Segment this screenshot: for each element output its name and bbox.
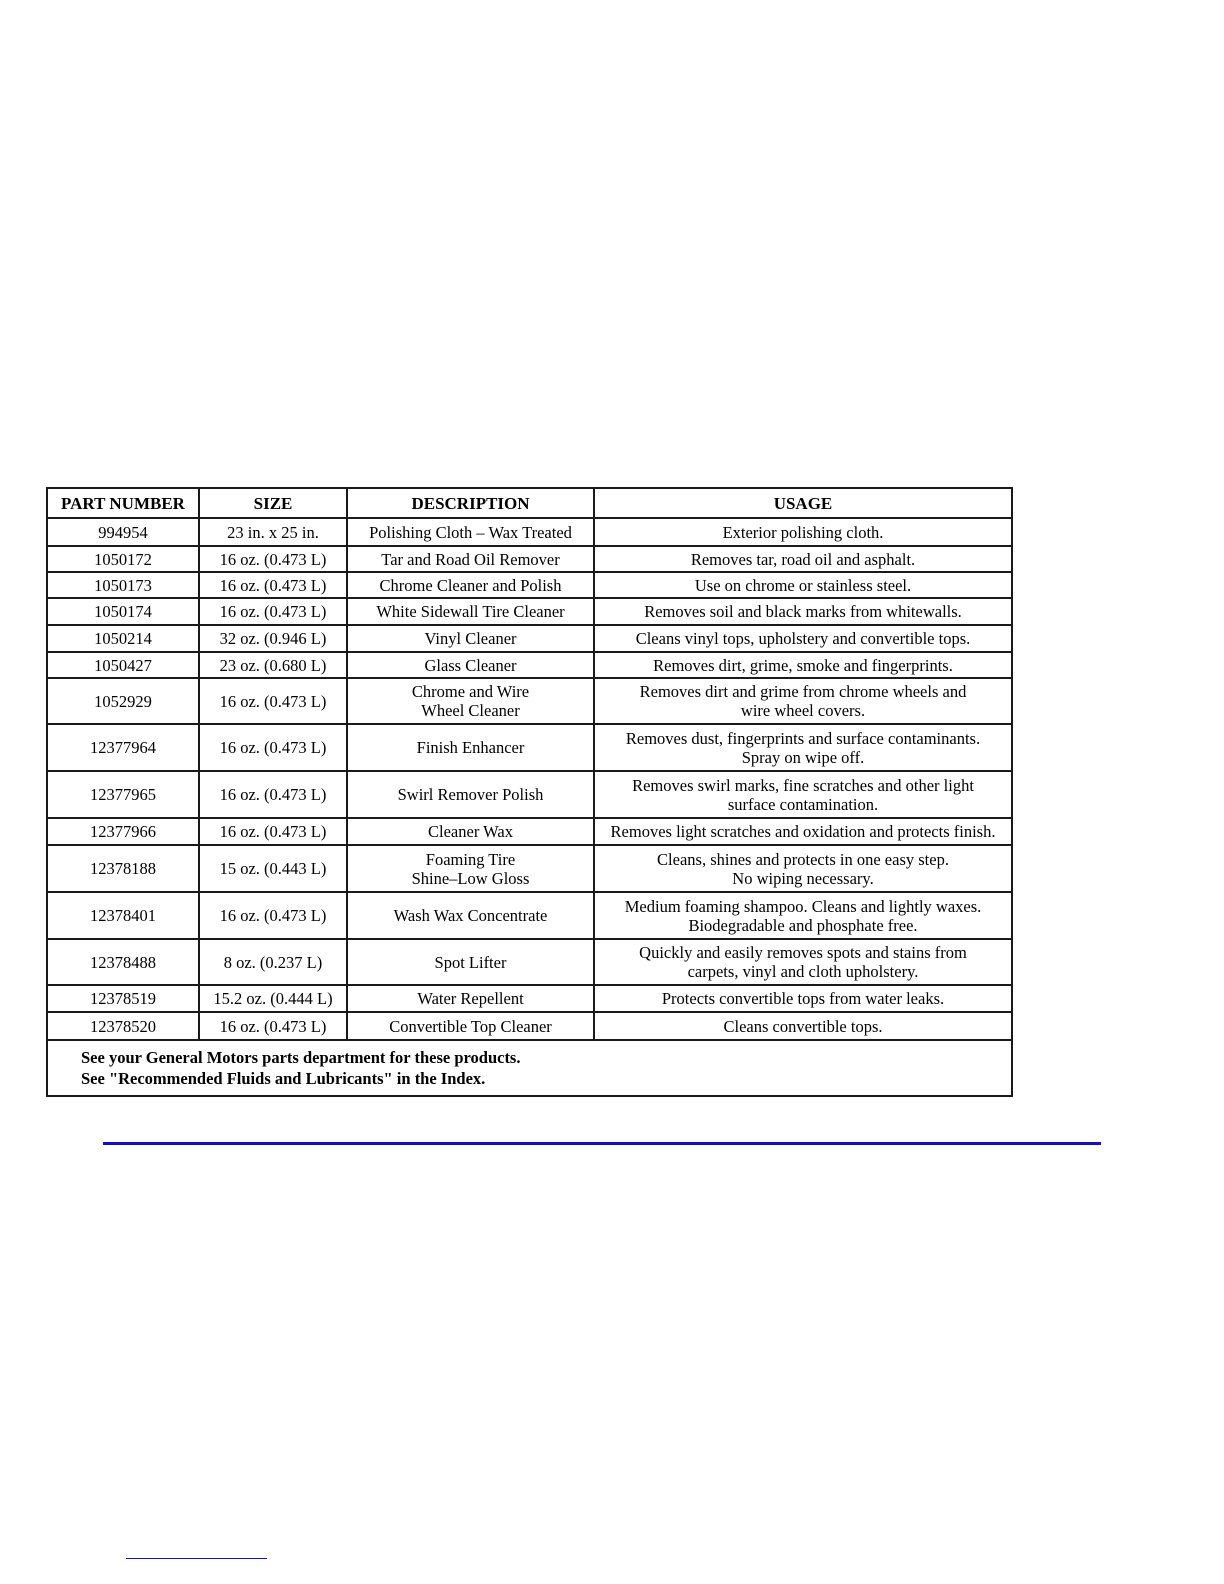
part-number-cell: 1052929 xyxy=(47,678,199,724)
description-cell xyxy=(347,1012,594,1040)
usage-cell-line: Removes dirt and grime from chrome wheels and xyxy=(639,682,967,701)
table-row xyxy=(47,678,1012,724)
usage-cell-line: Removes swirl marks, fine scratches and other light xyxy=(632,775,974,795)
header-description: DESCRIPTION xyxy=(347,488,594,518)
table-row xyxy=(47,625,1012,652)
usage-cell xyxy=(594,518,1012,546)
description-cell xyxy=(347,892,594,939)
table-row xyxy=(47,652,1012,678)
usage-cell-line: Medium foaming shampoo. Cleans and lightly waxes. xyxy=(624,896,982,916)
size-cell: 16 oz. (0.473 L) xyxy=(199,892,347,939)
description-cell xyxy=(347,771,594,818)
usage-cell-line: carpets, vinyl and cloth upholstery. xyxy=(687,962,919,981)
part-number-cell: 1050174 xyxy=(47,598,199,625)
header-usage: USAGE xyxy=(594,488,1012,518)
usage-cell-line: Removes tar, road oil and asphalt. xyxy=(690,549,916,569)
part-number-cell: 1050427 xyxy=(47,652,199,678)
table-row xyxy=(47,724,1012,771)
usage-cell xyxy=(594,771,1012,818)
size-cell: 15.2 oz. (0.444 L) xyxy=(199,985,347,1012)
description-cell xyxy=(347,652,594,678)
usage-cell-line: Use on chrome or stainless steel. xyxy=(694,575,912,595)
table-row xyxy=(47,985,1012,1012)
usage-cell xyxy=(594,546,1012,572)
size-cell: 16 oz. (0.473 L) xyxy=(199,598,347,625)
size-cell: 16 oz. (0.473 L) xyxy=(199,546,347,572)
notes-cell xyxy=(47,1040,1012,1096)
usage-cell-line: Removes dirt, grime, smoke and fingerprints. xyxy=(653,655,953,675)
usage-cell-line: Spray on wipe off. xyxy=(741,747,865,767)
usage-cell xyxy=(594,598,1012,625)
usage-cell-line: Quickly and easily removes spots and stains from xyxy=(639,943,967,962)
size-cell: 23 in. x 25 in. xyxy=(199,518,347,546)
size-cell: 16 oz. (0.473 L) xyxy=(199,1012,347,1040)
part-number-cell: 1050172 xyxy=(47,546,199,572)
description-cell-line: Spot Lifter xyxy=(434,952,507,972)
description-cell-line: Chrome Cleaner and Polish xyxy=(379,575,562,595)
usage-cell xyxy=(594,892,1012,939)
part-number-cell: 994954 xyxy=(47,518,199,546)
description-cell-line: Convertible Top Cleaner xyxy=(389,1016,552,1036)
part-number-cell: 1050214 xyxy=(47,625,199,652)
size-cell: 16 oz. (0.473 L) xyxy=(199,818,347,845)
part-number-cell: 1050173 xyxy=(47,572,199,598)
description-cell xyxy=(347,985,594,1012)
usage-cell xyxy=(594,939,1012,985)
size-cell: 16 oz. (0.473 L) xyxy=(199,572,347,598)
description-cell-line: Finish Enhancer xyxy=(416,738,525,757)
usage-cell-line: Cleans vinyl tops, upholstery and convertible tops. xyxy=(635,629,971,648)
size-cell: 23 oz. (0.680 L) xyxy=(199,652,347,678)
description-cell-line: Vinyl Cleaner xyxy=(424,629,517,648)
notes-row xyxy=(47,1040,1012,1096)
table-body xyxy=(47,518,1012,1040)
usage-cell-line: Exterior polishing cloth. xyxy=(722,522,884,542)
description-cell-line: Tar and Road Oil Remover xyxy=(381,549,560,569)
usage-cell-line: Biodegradable and phosphate free. xyxy=(688,915,918,935)
description-cell-line: Swirl Remover Polish xyxy=(397,785,544,804)
header-part-number: PART NUMBER xyxy=(47,488,199,518)
table-row xyxy=(47,771,1012,818)
description-cell xyxy=(347,845,594,892)
part-number-cell: 12377964 xyxy=(47,724,199,771)
part-number-cell: 12378188 xyxy=(47,845,199,892)
description-cell-line: White Sidewall Tire Cleaner xyxy=(376,602,565,621)
usage-cell xyxy=(594,1012,1012,1040)
description-cell xyxy=(347,546,594,572)
usage-cell-line: Removes light scratches and oxidation and protects finish. xyxy=(610,822,996,841)
usage-cell-line: Cleans convertible tops. xyxy=(723,1016,883,1036)
table-row xyxy=(47,845,1012,892)
description-cell xyxy=(347,518,594,546)
description-cell xyxy=(347,572,594,598)
usage-cell xyxy=(594,845,1012,892)
usage-cell xyxy=(594,652,1012,678)
description-cell-line: Cleaner Wax xyxy=(428,822,513,841)
size-cell: 16 oz. (0.473 L) xyxy=(199,724,347,771)
table-row xyxy=(47,892,1012,939)
description-cell-line: Foaming Tire xyxy=(425,849,516,869)
description-cell xyxy=(347,678,594,724)
size-cell: 16 oz. (0.473 L) xyxy=(199,771,347,818)
note-recommended-fluids: See "Recommended Fluids and Lubricants" in the Index. xyxy=(81,1069,486,1088)
table-row xyxy=(47,939,1012,985)
usage-cell xyxy=(594,625,1012,652)
table-row xyxy=(47,598,1012,625)
table-row xyxy=(47,818,1012,845)
usage-cell-line: Removes dust, fingerprints and surface contaminants. xyxy=(625,728,981,748)
usage-cell xyxy=(594,678,1012,724)
description-cell-line: Polishing Cloth – Wax Treated xyxy=(369,522,572,542)
table-row xyxy=(47,546,1012,572)
note-parts-department: See your General Motors parts department for these products. xyxy=(81,1048,521,1067)
description-cell-line: Water Repellent xyxy=(417,989,524,1008)
description-cell-line: Chrome and Wire xyxy=(411,682,530,701)
size-cell: 32 oz. (0.946 L) xyxy=(199,625,347,652)
table-row xyxy=(47,518,1012,546)
table-header-row xyxy=(47,488,1012,518)
description-cell-line: Glass Cleaner xyxy=(424,655,517,675)
description-cell xyxy=(347,625,594,652)
part-number-cell: 12378488 xyxy=(47,939,199,985)
part-number-cell: 12378401 xyxy=(47,892,199,939)
description-cell xyxy=(347,724,594,771)
description-cell xyxy=(347,598,594,625)
part-number-cell: 12378519 xyxy=(47,985,199,1012)
size-cell: 16 oz. (0.473 L) xyxy=(199,678,347,724)
table-row xyxy=(47,1012,1012,1040)
usage-cell xyxy=(594,985,1012,1012)
footer-link-underline xyxy=(126,1558,267,1559)
usage-cell xyxy=(594,818,1012,845)
size-cell: 8 oz. (0.237 L) xyxy=(199,939,347,985)
description-cell-line: Wash Wax Concentrate xyxy=(393,906,548,925)
usage-cell xyxy=(594,724,1012,771)
description-cell xyxy=(347,818,594,845)
usage-cell-line: No wiping necessary. xyxy=(732,868,874,888)
usage-cell-line: wire wheel covers. xyxy=(740,701,866,720)
description-cell-line: Shine–Low Gloss xyxy=(411,868,530,888)
usage-cell-line: Cleans, shines and protects in one easy step. xyxy=(657,849,949,869)
description-cell xyxy=(347,939,594,985)
usage-cell xyxy=(594,572,1012,598)
usage-cell-line: Removes soil and black marks from whitewalls. xyxy=(644,602,962,621)
description-cell-line: Wheel Cleaner xyxy=(421,701,520,720)
part-number-cell: 12377965 xyxy=(47,771,199,818)
usage-cell-line: Protects convertible tops from water leaks. xyxy=(661,989,945,1008)
size-cell: 15 oz. (0.443 L) xyxy=(199,845,347,892)
part-number-cell: 12378520 xyxy=(47,1012,199,1040)
usage-cell-line: surface contamination. xyxy=(727,794,879,814)
header-size: SIZE xyxy=(199,488,347,518)
section-divider xyxy=(103,1142,1101,1145)
table-row xyxy=(47,572,1012,598)
products-table xyxy=(46,487,1013,1097)
part-number-cell: 12377966 xyxy=(47,818,199,845)
